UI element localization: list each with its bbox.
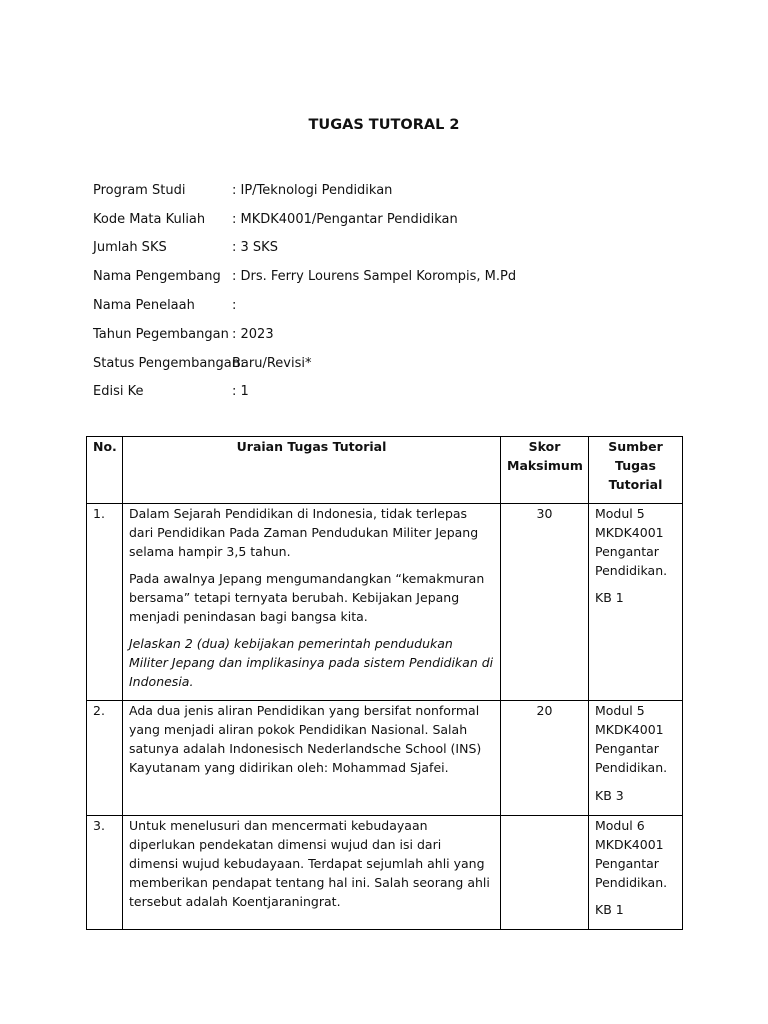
meta-row-nama-penelaah xyxy=(93,291,516,320)
source-kb: KB 3 xyxy=(595,788,624,803)
document-title: TUGAS TUTORAL 2 xyxy=(308,117,460,133)
meta-row-status-pengembangan xyxy=(93,349,516,378)
header-score-line: Maksimum xyxy=(507,458,583,473)
row-number: 2. xyxy=(87,701,123,816)
max-score-value: 30 xyxy=(536,506,553,521)
meta-value: : Drs. Ferry Lourens Sampel Korompis, M.Pd xyxy=(232,269,517,285)
meta-key: Tahun Pegembangan xyxy=(93,326,229,342)
header-no: No. xyxy=(87,437,123,504)
row-number: 3. xyxy=(87,816,123,930)
meta-key: Program Studi xyxy=(93,182,186,198)
source-line: MKDK4001 xyxy=(595,722,664,737)
task-source xyxy=(589,816,683,930)
task-source xyxy=(589,504,683,701)
task-paragraph: Pada awalnya Jepang mengumandangkan “kemakmuran bersama” tetapi ternyata berubah. Kebijakan Jepang menjadi penindasan bagi bangsa kita. xyxy=(129,571,485,624)
task-paragraph: Dalam Sejarah Pendidikan di Indonesia, tidak terlepas dari Pendidikan Pada Zaman Pendudukan Militer Jepang selama hampir 3,5 tahun. xyxy=(129,506,479,559)
source-line: Pendidikan. xyxy=(595,563,668,578)
task-paragraph: Ada dua jenis aliran Pendidikan yang bersifat nonformal yang menjadi aliran pokok Pendidikan Nasional. Salah satunya adalah Indonesisch Nederlandsche School (INS) Kayutanam yang didirikan oleh: Mohammad Sjafei. xyxy=(129,703,482,775)
meta-key: Edisi Ke xyxy=(93,384,144,400)
header-source-line: Tutorial xyxy=(608,477,663,492)
meta-row-tahun-pegembangan xyxy=(93,320,516,349)
meta-key: Status Pengembangan: xyxy=(93,355,245,371)
table-row xyxy=(87,701,683,816)
source-line: MKDK4001 xyxy=(595,525,664,540)
source-line: Pendidikan. xyxy=(595,760,668,775)
meta-value: : MKDK4001/Pengantar Pendidikan xyxy=(232,211,458,227)
header-source-line: Tugas xyxy=(615,458,656,473)
task-paragraph: Untuk menelusuri dan mencermati kebudayaan diperlukan pendekatan dimensi wujud dan isi dari dimensi wujud kebudayaan. Terdapat sejumlah ahli yang memberikan pendapat tentang hal ini. Salah seorang ahli tersebut adalah Koentjaraningrat. xyxy=(129,818,490,909)
header-source xyxy=(589,437,683,504)
source-line: Modul 6 xyxy=(595,818,645,833)
source-line: Pengantar xyxy=(595,544,659,559)
meta-key: Kode Mata Kuliah xyxy=(93,211,206,227)
header-score xyxy=(501,437,589,504)
meta-row-kode-mata-kuliah xyxy=(93,205,516,234)
source-line: MKDK4001 xyxy=(595,837,664,852)
task-description xyxy=(123,816,501,930)
meta-key: Nama Penelaah xyxy=(93,298,195,314)
task-question: Jelaskan 2 (dua) kebijakan pemerintah pendudukan Militer Jepang dan implikasinya pada sistem Pendidikan di Indonesia. xyxy=(129,636,494,689)
meta-value: : 2023 xyxy=(232,326,274,342)
meta-value: : IP/Teknologi Pendidikan xyxy=(232,182,393,198)
max-score-value: 20 xyxy=(536,703,553,718)
task-description xyxy=(123,701,501,816)
meta-row-edisi-ke xyxy=(93,378,516,407)
max-score xyxy=(501,816,589,930)
meta-row-jumlah-sks xyxy=(93,234,516,263)
source-line: Modul 5 xyxy=(595,703,645,718)
course-metadata xyxy=(93,176,516,406)
meta-key: Jumlah SKS xyxy=(93,240,167,256)
max-score xyxy=(501,504,589,701)
header-score-line: Skor xyxy=(528,439,561,454)
source-line: Pengantar xyxy=(595,856,659,871)
meta-value: : 3 SKS xyxy=(232,240,278,256)
source-line: Pengantar xyxy=(595,741,659,756)
tutorial-tasks-table xyxy=(86,436,683,930)
header-task: Uraian Tugas Tutorial xyxy=(123,437,501,504)
task-source xyxy=(589,701,683,816)
meta-value: : 1 xyxy=(232,384,249,400)
table-row xyxy=(87,504,683,701)
source-kb: KB 1 xyxy=(595,590,624,605)
row-number: 1. xyxy=(87,504,123,701)
source-line: Modul 5 xyxy=(595,506,645,521)
table-row xyxy=(87,816,683,930)
meta-row-program-studi xyxy=(93,176,516,205)
source-line: Pendidikan. xyxy=(595,875,668,890)
meta-value: Baru/Revisi* xyxy=(232,355,312,371)
meta-key: Nama Pengembang xyxy=(93,269,221,285)
meta-row-nama-pengembang xyxy=(93,262,516,291)
meta-value: : xyxy=(232,298,237,314)
table-header-row xyxy=(87,437,683,504)
source-kb: KB 1 xyxy=(595,902,624,917)
header-source-line: Sumber xyxy=(608,439,663,454)
max-score xyxy=(501,701,589,816)
task-description xyxy=(123,504,501,701)
